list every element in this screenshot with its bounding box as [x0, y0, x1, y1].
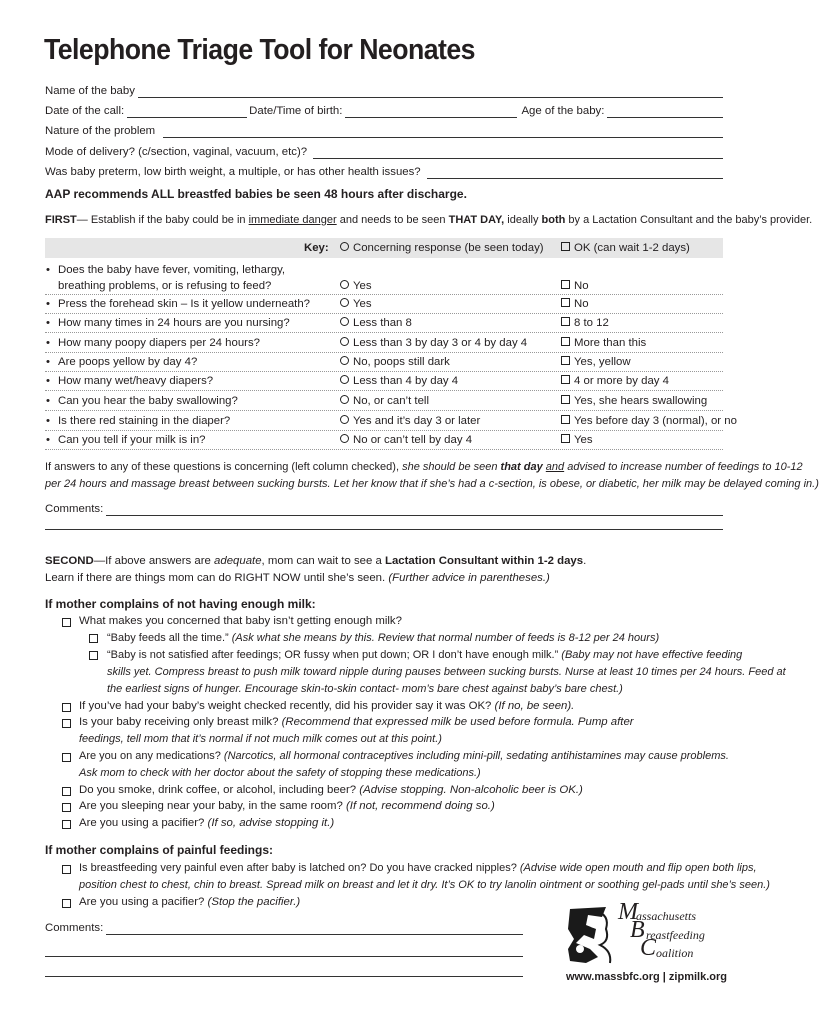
milk-q5-checkbox[interactable]: [62, 787, 71, 796]
second-line2: [45, 571, 550, 585]
milk-text: (Advise stopping. Non-alcoholic beer is OK.): [359, 784, 583, 796]
square-checkbox-icon[interactable]: [561, 356, 570, 365]
second-instruction: [45, 554, 586, 568]
milk-q4: [79, 749, 729, 763]
ok-option[interactable]: [561, 279, 589, 293]
milk-s1: [107, 631, 659, 645]
comments-input-line-3[interactable]: [45, 976, 523, 977]
milk-q4-checkbox[interactable]: [62, 753, 71, 762]
concerning-option-label: No or can’t tell by day 4: [353, 434, 473, 446]
first-text: and needs to be seen: [336, 214, 449, 226]
pain-text: Is breastfeeding very painful even after baby is latched on? Do you have cracked nipples?: [79, 862, 520, 874]
concerning-option-label: Less than 3 by day 3 or 4 by day 4: [353, 337, 528, 349]
field-mode: [45, 145, 723, 159]
first-text: ideally: [504, 214, 542, 226]
first-text: immediate danger: [248, 214, 337, 226]
bullet: •: [46, 375, 50, 387]
concerning-option-label: Yes: [353, 280, 372, 292]
first-instruction: [45, 213, 812, 227]
concern-note: [45, 460, 803, 474]
concerning-option[interactable]: [340, 297, 372, 311]
note-text: that day: [500, 461, 543, 473]
milk-q1: What makes you concerned that baby isn’t getting enough milk?: [79, 615, 402, 627]
question-text: How many wet/heavy diapers?: [58, 375, 214, 387]
mbc-logo: [566, 899, 726, 965]
milk-q2: [79, 699, 574, 713]
age-baby-input-line[interactable]: [607, 106, 723, 118]
milk-text: Are you on any medications?: [79, 750, 224, 762]
logo-line3: oalition: [656, 946, 694, 960]
logo-letter-c: C: [640, 935, 657, 961]
question-text: Are poops yellow by day 4?: [58, 356, 198, 368]
milk-s2-line2: skills yet. Compress breast to push milk toward nipple during pauses between sucking bursts. Nurse at least 10 times per 24 hours. Feed at: [107, 666, 786, 678]
milk-s2: [107, 648, 742, 662]
concerning-option[interactable]: [340, 374, 458, 388]
milk-q6-checkbox[interactable]: [62, 803, 71, 812]
circle-radio-icon[interactable]: [340, 395, 349, 404]
comments-1: [45, 502, 723, 516]
question-text: Can you hear the baby swallowing?: [58, 395, 238, 407]
ok-option[interactable]: [561, 433, 593, 447]
bullet: •: [46, 264, 50, 276]
logo-url-link[interactable]: www.massbfc.org | zipmilk.org: [566, 971, 727, 983]
pain-q2-checkbox[interactable]: [62, 899, 71, 908]
milk-heading: If mother complains of not having enough milk:: [45, 597, 316, 611]
milk-text: Are you sleeping near your baby, in the same room?: [79, 800, 346, 812]
milk-text: (Narcotics, all hormonal contraceptives including mini-pill, sedating antihistamines may cause problems.: [223, 750, 729, 762]
bullet: •: [46, 434, 50, 446]
first-lead: FIRST: [45, 214, 77, 226]
milk-text: (Baby may not have effective feeding: [561, 649, 743, 661]
comments-2: [45, 921, 523, 935]
milk-s2-line3: the earliest signs of hunger. Encourage skin-to-skin contact- mom’s bare chest against baby’s bare chest.): [107, 683, 623, 695]
pain-heading: If mother complains of painful feedings:: [45, 843, 274, 857]
pain-q1: [79, 861, 757, 875]
second-text: , mom can wait to see a: [261, 555, 385, 567]
milk-q4-line2: Ask mom to check with her doctor about the safety of stopping these medications.): [79, 767, 481, 779]
field-label: Name of the baby: [45, 85, 135, 97]
comments-label: Comments:: [45, 922, 104, 934]
second-text: Lactation Consultant within 1-2 days: [385, 555, 584, 567]
circle-radio-icon[interactable]: [340, 337, 349, 346]
baby-name-input-line[interactable]: [138, 86, 723, 98]
field-label: Date/Time of birth:: [249, 105, 343, 117]
milk-text: (If no, be seen).: [494, 700, 575, 712]
note-text: and: [545, 461, 565, 473]
square-checkbox-icon[interactable]: [561, 317, 570, 326]
bullet: •: [46, 415, 50, 427]
field-label: Date of the call:: [45, 105, 125, 117]
logo-letter-b: B: [630, 917, 645, 943]
circle-radio-icon[interactable]: [340, 415, 349, 424]
key-ok: [561, 241, 690, 255]
ok-option[interactable]: [561, 394, 707, 408]
concerning-option-label: Less than 4 by day 4: [353, 375, 459, 387]
field-preterm: [45, 165, 723, 179]
comments-input-line-2[interactable]: [45, 529, 723, 530]
comments-input-line-2[interactable]: [45, 956, 523, 957]
note-text: advised to increase number of feedings to 10-12: [564, 461, 803, 473]
circle-radio-icon[interactable]: [340, 280, 349, 289]
milk-s1-checkbox[interactable]: [89, 634, 98, 643]
square-icon: [561, 242, 570, 251]
question-text: How many times in 24 hours are you nursing?: [58, 317, 290, 329]
key-concern-text: Concerning response (be seen today): [353, 242, 544, 254]
ok-option-label: Yes, she hears swallowing: [574, 395, 708, 407]
milk-q7-checkbox[interactable]: [62, 820, 71, 829]
milk-q5: [79, 783, 583, 797]
question-text: How many poopy diapers per 24 hours?: [58, 337, 260, 349]
field-dates: [45, 104, 723, 118]
square-checkbox-icon[interactable]: [561, 337, 570, 346]
first-text: by a Lactation Consultant and the baby’s provider.: [565, 214, 813, 226]
square-checkbox-icon[interactable]: [561, 415, 570, 424]
field-label: Age of the baby:: [521, 105, 605, 117]
concerning-option[interactable]: [340, 414, 480, 428]
milk-q7: [79, 816, 334, 830]
first-text: both: [541, 214, 566, 226]
ok-option[interactable]: [561, 336, 646, 350]
date-birth-input-line[interactable]: [345, 106, 517, 118]
second-lead: SECOND: [45, 555, 94, 567]
milk-text: (If not, recommend doing so.): [345, 800, 495, 812]
milk-text: “Baby is not satisfied after feedings; OR fussy when put down; OR I don’t have enough milk.”: [107, 649, 562, 661]
ok-option-label: Yes, yellow: [574, 356, 631, 368]
circle-radio-icon[interactable]: [340, 434, 349, 443]
concerning-option-label: Yes: [353, 298, 372, 310]
concerning-option-label: Less than 8: [353, 317, 412, 329]
milk-s2-checkbox[interactable]: [89, 651, 98, 660]
concerning-option-label: Yes and it’s day 3 or later: [353, 415, 481, 427]
second-text: (Further advice in parentheses.): [388, 572, 550, 584]
circle-radio-icon[interactable]: [340, 317, 349, 326]
square-checkbox-icon[interactable]: [561, 298, 570, 307]
first-text: — Establish if the baby could be in: [76, 214, 249, 226]
milk-text: “Baby feeds all the time.”: [107, 632, 232, 644]
milk-text: Is your baby receiving only breast milk?: [79, 716, 282, 728]
bullet: •: [46, 317, 50, 329]
ok-option-label: 4 or more by day 4: [574, 375, 669, 387]
field-label: Nature of the problem: [45, 125, 156, 137]
preterm-input-line[interactable]: [427, 167, 723, 179]
milk-q3-checkbox[interactable]: [62, 719, 71, 728]
ok-option[interactable]: [561, 374, 669, 388]
bullet: •: [46, 395, 50, 407]
second-text: adequate: [214, 555, 262, 567]
bullet: •: [46, 337, 50, 349]
milk-text: (If so, advise stopping it.): [207, 817, 335, 829]
concerning-option[interactable]: [340, 336, 527, 350]
milk-q2-checkbox[interactable]: [62, 703, 71, 712]
milk-q3-line2: feedings, tell mom that it’s normal if not much milk comes out at this point.): [79, 733, 442, 745]
square-checkbox-icon[interactable]: [561, 280, 570, 289]
ok-option[interactable]: [561, 297, 589, 311]
date-call-input-line[interactable]: [127, 106, 247, 118]
pain-q1-checkbox[interactable]: [62, 865, 71, 874]
ok-option[interactable]: [561, 414, 737, 428]
ok-option[interactable]: [561, 355, 631, 369]
concerning-option-label: No, or can’t tell: [353, 395, 429, 407]
milk-text: Do you smoke, drink coffee, or alcohol, including beer?: [79, 784, 360, 796]
concerning-option[interactable]: [340, 355, 450, 369]
ok-option-label: No: [574, 280, 589, 292]
field-label: Was baby preterm, low birth weight, a multiple, or has other health issues?: [45, 166, 421, 178]
comments-input-line[interactable]: [106, 923, 523, 935]
concerning-option[interactable]: [340, 394, 429, 408]
second-text: —If above answers are: [93, 555, 215, 567]
pain-text: (Stop the pacifier.): [207, 896, 301, 908]
question-text: Can you tell if your milk is in?: [58, 434, 206, 446]
ok-option-label: No: [574, 298, 589, 310]
milk-q6: [79, 799, 495, 813]
square-checkbox-icon[interactable]: [561, 375, 570, 384]
concerning-option[interactable]: [340, 433, 472, 447]
milk-q3: [79, 715, 634, 729]
pain-text: (Advise wide open mouth and flip open both lips,: [519, 862, 757, 874]
bullet: •: [46, 298, 50, 310]
ok-option-label: Yes before day 3 (normal), or no: [574, 415, 737, 427]
circle-radio-icon[interactable]: [340, 298, 349, 307]
milk-text: If you’ve had your baby’s weight checked recently, did his provider say it was OK?: [79, 700, 495, 712]
question-text: Press the forehead skin – Is it yellow underneath?: [58, 298, 311, 310]
circle-radio-icon[interactable]: [340, 375, 349, 384]
pain-text: Are you using a pacifier?: [79, 896, 208, 908]
question-text: Is there red staining in the diaper?: [58, 415, 231, 427]
circle-radio-icon[interactable]: [340, 356, 349, 365]
logo-letter-m: M: [618, 899, 638, 925]
pain-q2: [79, 895, 300, 909]
ok-option[interactable]: [561, 316, 609, 330]
bullet: •: [46, 356, 50, 368]
milk-text: Are you using a pacifier?: [79, 817, 208, 829]
concerning-option[interactable]: [340, 279, 372, 293]
field-nature: [45, 124, 723, 138]
milk-text: (Ask what she means by this. Review that normal number of feeds is 8-12 per 24 hours): [231, 632, 660, 644]
ok-option-label: More than this: [574, 337, 647, 349]
comments-label: Comments:: [45, 503, 104, 515]
note-text: she should be seen: [402, 461, 501, 473]
logo-line2: reastfeeding: [646, 928, 705, 942]
second-text: .: [583, 555, 587, 567]
square-checkbox-icon[interactable]: [561, 434, 570, 443]
logo-line1: assachusetts: [636, 909, 696, 923]
key-ok-text: OK (can wait 1-2 days): [574, 242, 690, 254]
circle-icon: [340, 242, 349, 251]
milk-text: (Recommend that expressed milk be used before formula. Pump after: [281, 716, 634, 728]
aap-recommendation: AAP recommends ALL breastfed babies be seen 48 hours after discharge.: [45, 187, 467, 201]
ok-option-label: Yes: [574, 434, 593, 446]
square-checkbox-icon[interactable]: [561, 395, 570, 404]
page-title: Telephone Triage Tool for Neonates: [44, 34, 475, 66]
concerning-option-label: No, poops still dark: [353, 356, 450, 368]
pain-q1-line2: position chest to chest, chin to breast. Spread milk on breast and let it dry. It’s OK to try lanolin ointment or soothing gel-pads until she’s seen.): [79, 879, 770, 891]
nature-input-line[interactable]: [163, 126, 723, 138]
comments-input-line[interactable]: [106, 504, 723, 516]
first-text: THAT DAY,: [448, 214, 505, 226]
field-baby-name: [45, 84, 723, 98]
field-label: Mode of delivery? (c/section, vaginal, vacuum, etc)?: [45, 146, 308, 158]
second-text: Learn if there are things mom can do RIGHT NOW until she’s seen.: [45, 572, 389, 584]
key-label: Key:: [304, 242, 329, 254]
key-concerning: [340, 241, 544, 255]
concern-note-line2: per 24 hours and massage breast between sucking bursts. Let her know that if she’s had a c-section, is obese, or diabetic, her milk may be delayed coming in.): [45, 478, 819, 490]
question-text: Does the baby have fever, vomiting, lethargy,: [58, 264, 286, 276]
question-text: breathing problems, or is refusing to feed?: [58, 280, 272, 292]
milk-q1-checkbox[interactable]: [62, 618, 71, 627]
mode-input-line[interactable]: [313, 147, 723, 159]
concerning-option[interactable]: [340, 316, 412, 330]
ok-option-label: 8 to 12: [574, 317, 609, 329]
note-text: If answers to any of these questions is concerning (left column checked),: [45, 461, 403, 473]
